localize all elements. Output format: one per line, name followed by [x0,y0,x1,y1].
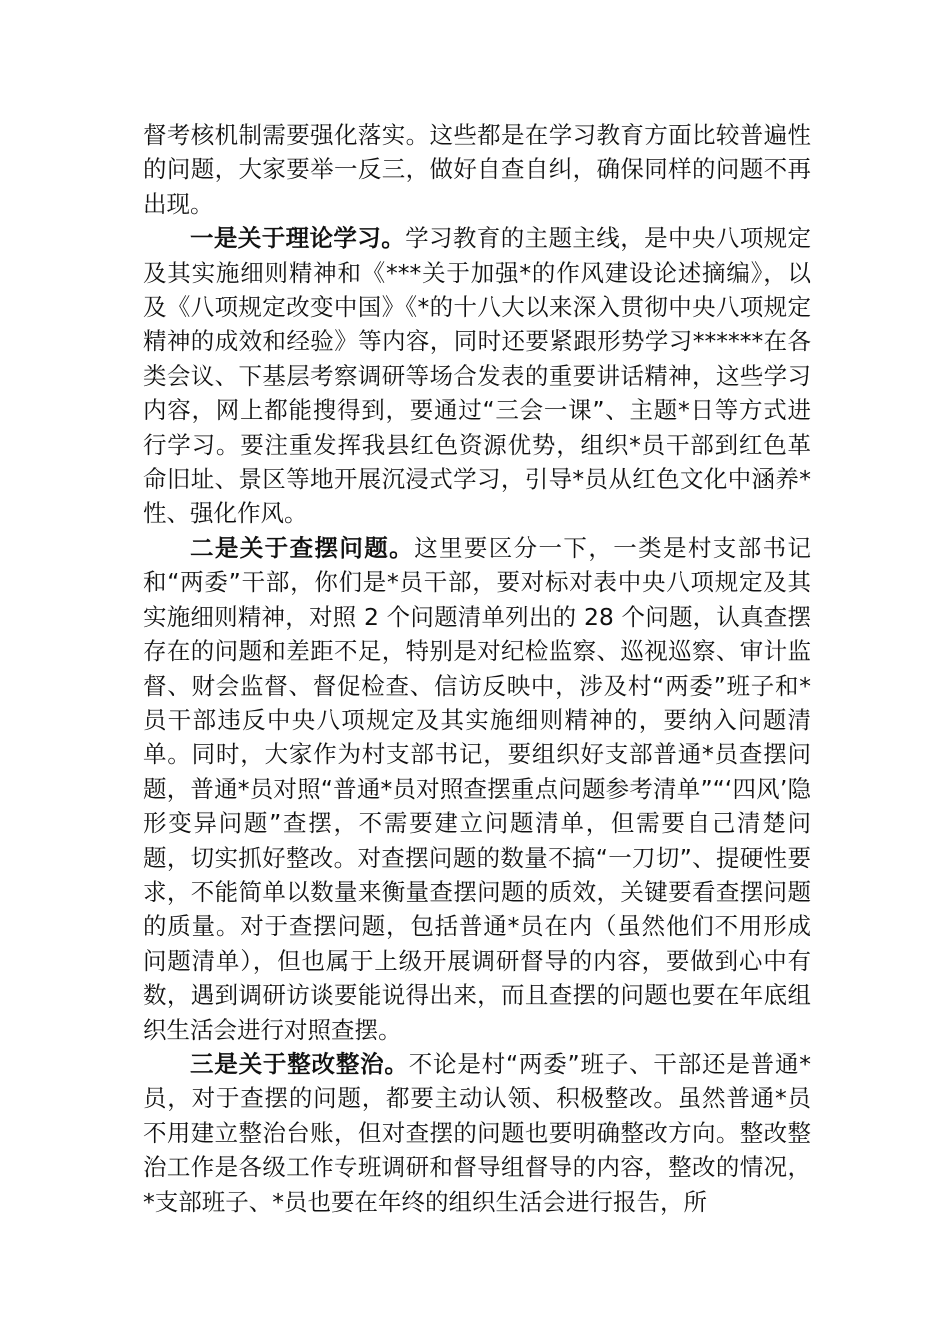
paragraph-lead: 一是关于理论学习。 [190,224,406,253]
paragraph-theory-study [143,221,811,531]
paragraph-lead: 二是关于查摆问题。 [190,533,415,562]
paragraph-text: 这里要区分一下，一类是村支部书记和“两委”干部，你们是*员干部，要对标对表中央八项规定及其实施细则精神，对照 2 个问题清单列出的 28 个问题，认真查摆存在的问题和差距不足，特别是对纪检监察、巡视巡察、审计监督、财会监督、督促检查、信访反映中，涉及村“两委”班子和*员干部违反中央八项规定及其实施细则精神的，要纳入问题清单。同时，大家作为村支部书记，要组织好支部普通*员查摆问题，普通*员对照“普通*员对照查摆重点问题参考清单”“‘四风’隐形变异问题”查摆，不需要建立问题清单，但需要自己清楚问题，切实抓好整改。对查摆问题的数量不搞“一刀切”、提硬性要求，不能简单以数量来衡量查摆问题的质效，关键要看查摆问题的质量。对于查摆问题，包括普通*员在内（虽然他们不用形成问题清单），但也属于上级开展调研督导的内容，要做到心中有数，遇到调研访谈要能说得出来，而且查摆的问题也要在年底组织生活会进行对照查摆。 [143,533,811,1044]
paragraph-rectification [143,1047,811,1219]
paragraph-problem-finding [143,531,811,1047]
paragraph-text: 不论是村“两委”班子、干部还是普通*员，对于查摆的问题，都要主动认领、积极整改。虽然普通*员不用建立整治台账，但对查摆的问题也要明确整改方向。整改整治工作是各级工作专班调研和督导组督导的内容，整改的情况，*支部班子、*员也要在年终的组织生活会进行报告，所 [143,1049,811,1216]
paragraph-text: 督考核机制需要强化落实。这些都是在学习教育方面比较普遍性的问题，大家要举一反三，做好自查自纠，确保同样的问题不再出现。 [143,121,811,218]
paragraph-continuation [143,118,811,221]
document-page [143,118,811,1219]
paragraph-text: 学习教育的主题主线，是中央八项规定及其实施细则精神和《***关于加强*的作风建设论述摘编》，以及《八项规定改变中国》《*的十八大以来深入贯彻中央八项规定精神的成效和经验》等内容，同时还要紧跟形势学习******在各类会议、下基层考察调研等场合发表的重要讲话精神，这些学习内容，网上都能搜得到，要通过“三会一课”、主题*日等方式进行学习。要注重发挥我县红色资源优势，组织*员干部到红色革命旧址、景区等地开展沉浸式学习，引导*员从红色文化中涵养*性、强化作风。 [143,224,812,528]
paragraph-lead: 三是关于整改整治。 [190,1049,409,1078]
